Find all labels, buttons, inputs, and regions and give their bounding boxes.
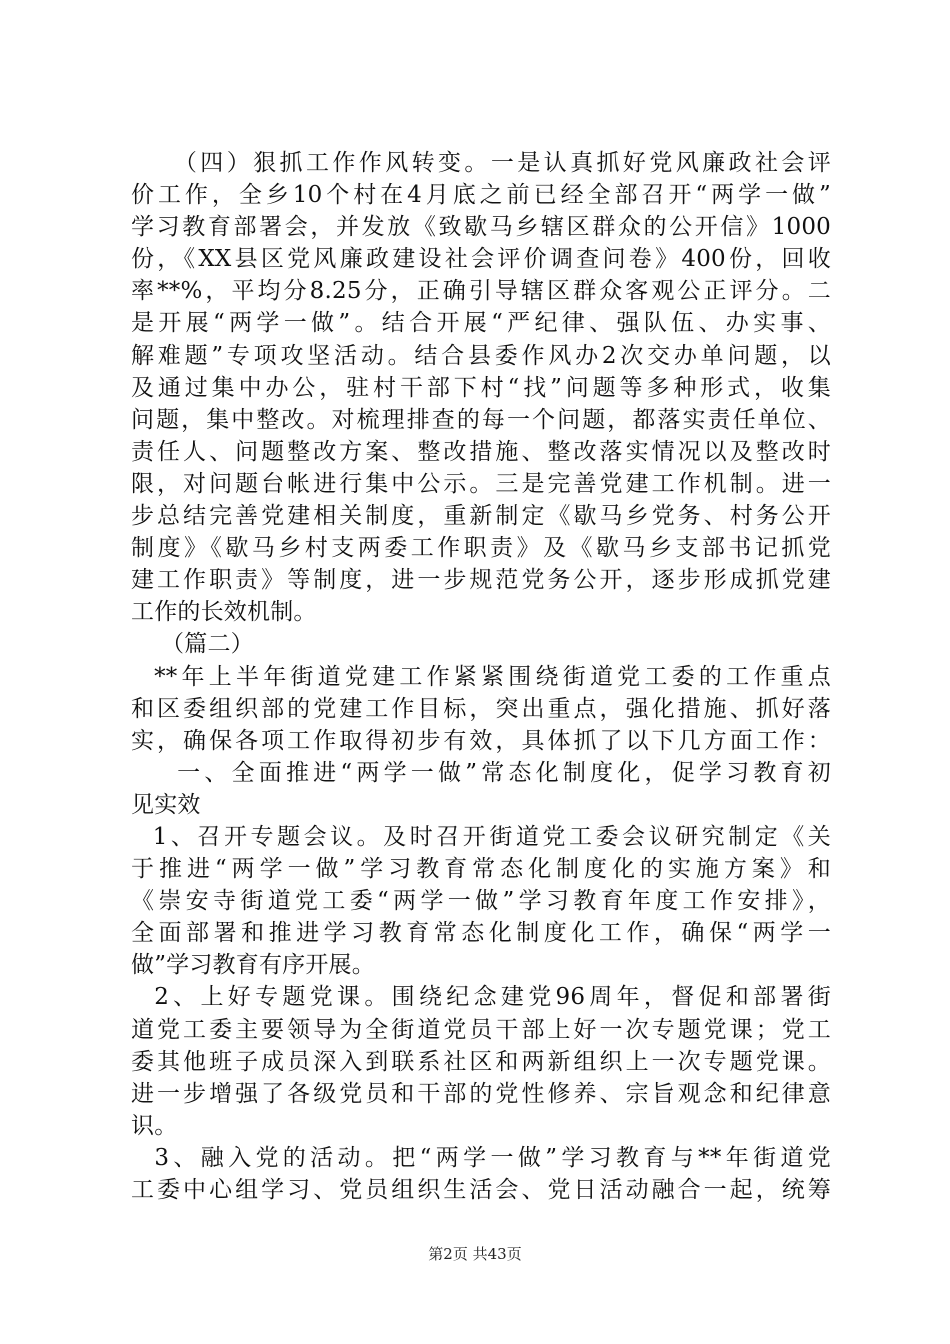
text-line: 工作的长效机制。 bbox=[131, 599, 317, 626]
text-line: 制度》《歇马乡村支两委工作职责》及《歇马乡支部书记抓党 bbox=[131, 535, 831, 562]
text-line: 和区委组织部的党建工作目标，突出重点，强化措施、抓好落 bbox=[131, 695, 831, 722]
text-line: 建工作职责》等制度，进一步规范党务公开，逐步形成抓党建 bbox=[131, 567, 831, 594]
text-line: 道党工委主要领导为全街道党员干部上好一次专题党课；党工 bbox=[131, 1016, 831, 1043]
text-line: 限，对问题台帐进行集中公示。三是完善党建工作机制。进一 bbox=[131, 470, 831, 497]
text-line: 解难题”专项攻坚活动。结合县委作风办2次交办单问题，以 bbox=[131, 342, 831, 369]
text-line: 3、融入党的活动。把“两学一做”学习教育与**年街道党 bbox=[131, 1144, 831, 1171]
text-line: 识。 bbox=[131, 1112, 178, 1139]
text-line: 进一步增强了各级党员和干部的党性修养、宗旨观念和纪律意 bbox=[131, 1080, 831, 1107]
text-line: 及通过集中办公，驻村干部下村“找”问题等多种形式，收集 bbox=[131, 374, 831, 401]
text-line: **年上半年街道党建工作紧紧围绕街道党工委的工作重点 bbox=[131, 663, 831, 690]
text-line: 1、召开专题会议。及时召开街道党工委会议研究制定《关 bbox=[131, 823, 831, 850]
page-footer: 第2页 共43页 bbox=[428, 1245, 522, 1263]
text-line: 份，《XX县区党风廉政建设社会评价调查问卷》400份，回收 bbox=[131, 246, 831, 273]
text-line: （篇二） bbox=[131, 631, 254, 658]
text-line: 率**%，平均分8.25分，正确引导辖区群众客观公正评分。二 bbox=[131, 278, 831, 305]
text-line: 价工作，全乡10个村在4月底之前已经全部召开“两学一做” bbox=[131, 182, 831, 209]
text-line: 问题，集中整改。对梳理排查的每一个问题，都落实责任单位、 bbox=[131, 406, 831, 433]
text-line: 2、上好专题党课。围绕纪念建党96周年，督促和部署街 bbox=[131, 984, 831, 1011]
text-line: 步总结完善党建相关制度，重新制定《歇马乡党务、村务公开 bbox=[131, 503, 831, 530]
document-body bbox=[131, 147, 831, 1206]
text-line: 做”学习教育有序开展。 bbox=[131, 952, 375, 979]
text-line: 全面部署和推进学习教育常态化制度化工作，确保“两学一 bbox=[131, 920, 831, 947]
text-line: 学习教育部署会，并发放《致歇马乡辖区群众的公开信》1000 bbox=[131, 214, 831, 241]
text-line: 见实效 bbox=[131, 791, 201, 818]
text-line: 委其他班子成员深入到联系社区和两新组织上一次专题党课。 bbox=[131, 1048, 831, 1075]
text-line: 工委中心组学习、党员组织生活会、党日活动融合一起，统筹 bbox=[131, 1177, 831, 1203]
text-line: 是开展“两学一做”。结合开展“严纪律、强队伍、办实事、 bbox=[131, 310, 831, 337]
text-line: （四）狠抓工作作风转变。一是认真抓好党风廉政社会评 bbox=[131, 150, 831, 176]
text-line: 一、全面推进“两学一做”常态化制度化，促学习教育初 bbox=[131, 759, 831, 786]
text-line: 《崇安寺街道党工委“两学一做”学习教育年度工作安排》， bbox=[131, 888, 831, 915]
text-line: 于推进“两学一做”学习教育常态化制度化的实施方案》和 bbox=[131, 856, 831, 883]
text-line: 实，确保各项工作取得初步有效，具体抓了以下几方面工作： bbox=[131, 727, 831, 754]
text-line: 责任人、问题整改方案、整改措施、整改落实情况以及整改时 bbox=[131, 438, 831, 465]
